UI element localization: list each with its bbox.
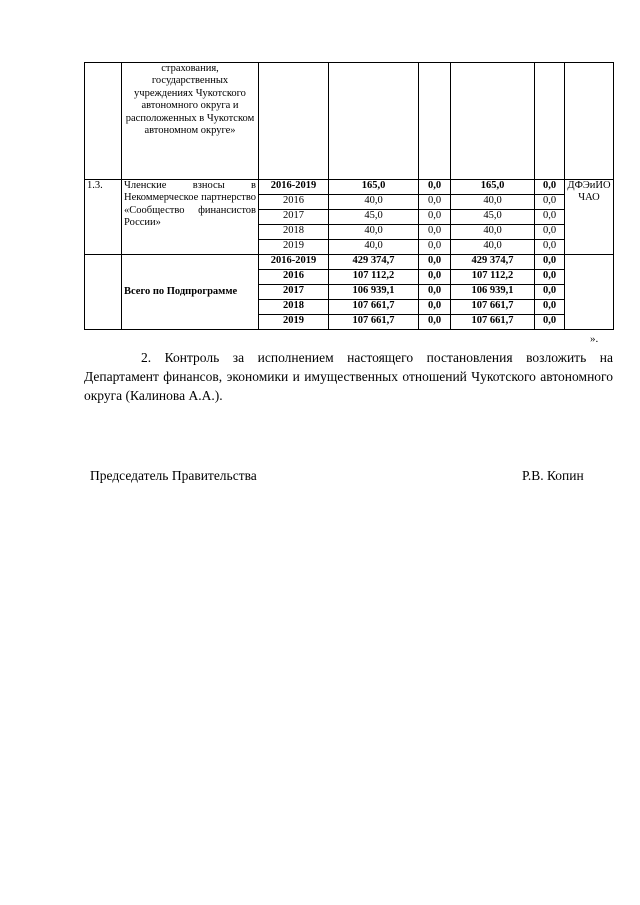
- other-cell: 0,0: [535, 210, 565, 225]
- federal-cell: 0,0: [419, 315, 451, 330]
- regional-cell: 107 661,7: [451, 315, 535, 330]
- period-cell: 2018: [259, 300, 329, 315]
- total-cell: 165,0: [329, 180, 419, 195]
- regional-cell: 45,0: [451, 210, 535, 225]
- number-cell: [85, 63, 122, 180]
- other-cell: 0,0: [535, 285, 565, 300]
- total-cell: 429 374,7: [329, 255, 419, 270]
- regional-cell: 107 661,7: [451, 300, 535, 315]
- federal-cell: [419, 63, 451, 180]
- other-cell: 0,0: [535, 300, 565, 315]
- federal-cell: 0,0: [419, 270, 451, 285]
- description-cell: страхования, государственных учреждениях Чукотского автономного округа и расположенных в Чукотском автономном округе»: [122, 63, 259, 180]
- other-cell: 0,0: [535, 240, 565, 255]
- total-cell: 40,0: [329, 225, 419, 240]
- row-description: Членские взносы в Некоммерческое партнерство «Сообщество финансистов России»: [122, 180, 259, 255]
- total-cell: [329, 63, 419, 180]
- closing-quote-mark: ».: [590, 333, 599, 345]
- total-cell: 107 112,2: [329, 270, 419, 285]
- other-cell: 0,0: [535, 255, 565, 270]
- period-cell: [259, 63, 329, 180]
- total-cell: 40,0: [329, 240, 419, 255]
- other-cell: 0,0: [535, 195, 565, 210]
- signer-name: Р.В. Копин: [522, 468, 584, 483]
- regional-cell: 165,0: [451, 180, 535, 195]
- other-cell: 0,0: [535, 225, 565, 240]
- period-cell: 2016-2019: [259, 180, 329, 195]
- paragraph-2: 2. Контроль за исполнением настоящего постановления возложить на Департамент финансов, экономики и имущественных отношений Чукотского автономного округа (Калинова А.А.).: [84, 350, 613, 403]
- other-cell: 0,0: [535, 270, 565, 285]
- signer-title: Председатель Правительства: [90, 468, 257, 483]
- period-cell: 2018: [259, 225, 329, 240]
- federal-cell: 0,0: [419, 195, 451, 210]
- period-cell: 2016: [259, 195, 329, 210]
- regional-cell: 106 939,1: [451, 285, 535, 300]
- federal-cell: 0,0: [419, 225, 451, 240]
- federal-cell: 0,0: [419, 255, 451, 270]
- row-number: 1.3.: [85, 180, 122, 255]
- regional-cell: 40,0: [451, 195, 535, 210]
- other-cell: 0,0: [535, 180, 565, 195]
- total-cell: 107 661,7: [329, 300, 419, 315]
- table-row: [85, 180, 614, 195]
- period-cell: 2016-2019: [259, 255, 329, 270]
- regional-cell: 40,0: [451, 240, 535, 255]
- total-label: Всего по Подпрограмме: [122, 255, 259, 330]
- total-cell: 40,0: [329, 195, 419, 210]
- executor-cell: [565, 63, 614, 180]
- period-cell: 2016: [259, 270, 329, 285]
- period-cell: 2019: [259, 240, 329, 255]
- total-cell: 106 939,1: [329, 285, 419, 300]
- budget-table: [84, 62, 614, 330]
- federal-cell: 0,0: [419, 210, 451, 225]
- federal-cell: 0,0: [419, 180, 451, 195]
- total-cell: 107 661,7: [329, 315, 419, 330]
- period-cell: 2019: [259, 315, 329, 330]
- federal-cell: 0,0: [419, 300, 451, 315]
- other-cell: 0,0: [535, 315, 565, 330]
- regional-cell: [451, 63, 535, 180]
- regional-cell: 429 374,7: [451, 255, 535, 270]
- row-executor: [565, 255, 614, 330]
- table-row-total: [85, 255, 614, 270]
- federal-cell: 0,0: [419, 285, 451, 300]
- other-cell: [535, 63, 565, 180]
- period-cell: 2017: [259, 285, 329, 300]
- total-cell: 45,0: [329, 210, 419, 225]
- regional-cell: 40,0: [451, 225, 535, 240]
- row-number: [85, 255, 122, 330]
- row-executor: ДФЭиИО ЧАО: [565, 180, 614, 255]
- regional-cell: 107 112,2: [451, 270, 535, 285]
- period-cell: 2017: [259, 210, 329, 225]
- table-row-continuation: [85, 63, 614, 180]
- federal-cell: 0,0: [419, 240, 451, 255]
